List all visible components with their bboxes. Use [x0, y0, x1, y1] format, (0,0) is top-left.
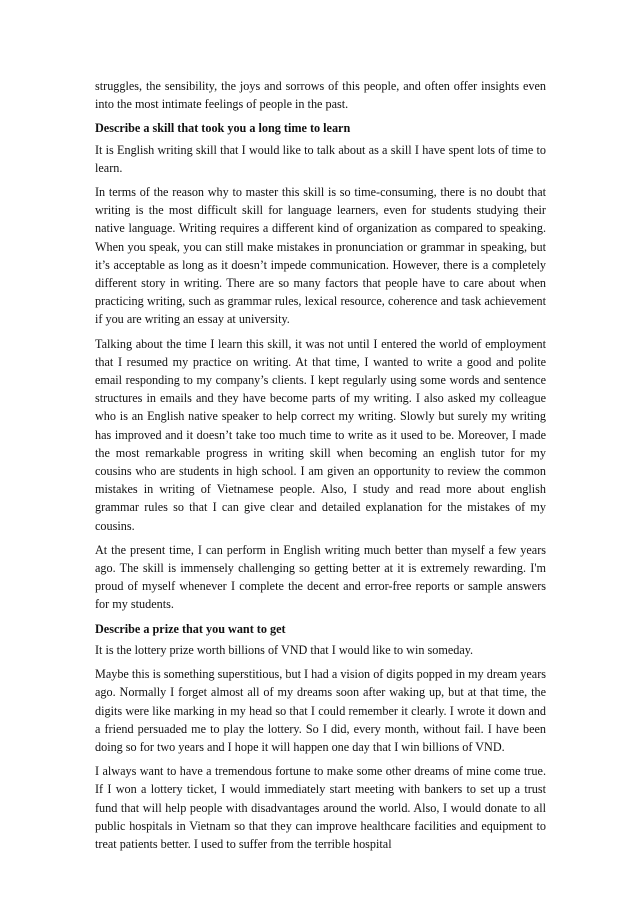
paragraph-skill-present: At the present time, I can perform in English writing much better than myself a few years ago. The skill is immensely challenging so getting better at it is extremely rewarding. I'm proud of myself whenever I complete the decent and error-free reports or sample answers for my students. — [95, 542, 546, 612]
section-heading-prize: Describe a prize that you want to get — [95, 621, 286, 636]
paragraph-prize-dream: Maybe this is something superstitious, but I had a vision of digits popped in my dream years ago. Normally I forget almost all of my dreams soon after waking up, but at that time, the digits were like marking in my head so that I could remember it clearly. I wrote it down and a friend persuaded me to play the lottery. So I did, every month, without fail. I have been doing so for two years and I hope it will happen one day that I win billions of VND. — [95, 667, 546, 754]
section-heading-skill: Describe a skill that took you a long time to learn — [95, 121, 351, 136]
paragraph-prize-plans: I always want to have a tremendous fortune to make some other dreams of mine come true. If I won a lottery ticket, I would immediately start meeting with bankers to set up a trust fund that will help people with disadvantages around the world. Also, I would donate to all public hospitals in Vietnam so that they can improve healthcare facilities and equipment to treat patients better. I used to suffer from the terrible hospital — [95, 764, 546, 851]
paragraph-continuation: struggles, the sensibility, the joys and sorrows of this people, and often offer insights even into the most intimate feelings of people in the past. — [95, 79, 546, 112]
paragraph-prize-intro: It is the lottery prize worth billions of VND that I would like to win someday. — [95, 642, 474, 657]
paragraph-skill-reason: In terms of the reason why to master this skill is so time-consuming, there is no doubt that writing is the most difficult skill for language learners, even for students studying their native language. Writing requires a different kind of organization as compared to speaking. When you speak, you can still make mistakes in pronunciation or grammar in speaking, but it’s acceptable as long as it doesn’t impede communication. However, there is a completely different story in writing. There are so many factors that people have to care about when practicing writing, such as grammar rules, lexical resource, coherence and task achievement if you are writing an essay at university. — [95, 185, 546, 327]
paragraph-skill-learning: Talking about the time I learn this skill, it was not until I entered the world of employment that I resumed my practice on writing. At that time, I wanted to write a good and polite email responding to my company’s clients. I kept regularly using some words and sentence structures in emails and they have become parts of my writing. I also asked my colleague who is an English native speaker to help correct my writing. Slowly but surely my writing has improved and it doesn’t take too much time to write as it used to be. Moreover, I made the most remarkable progress in writing skill when becoming an english tutor for my cousins who are students in high school. I am given an opportunity to review the common mistakes in writing of Vietnamese people. Also, I study and read more about english grammar rules so that I can give clear and detailed explanation for the mistakes of my cousins. — [95, 336, 546, 533]
paragraph-skill-intro: It is English writing skill that I would like to talk about as a skill I have spent lots of time to learn. — [95, 142, 546, 175]
